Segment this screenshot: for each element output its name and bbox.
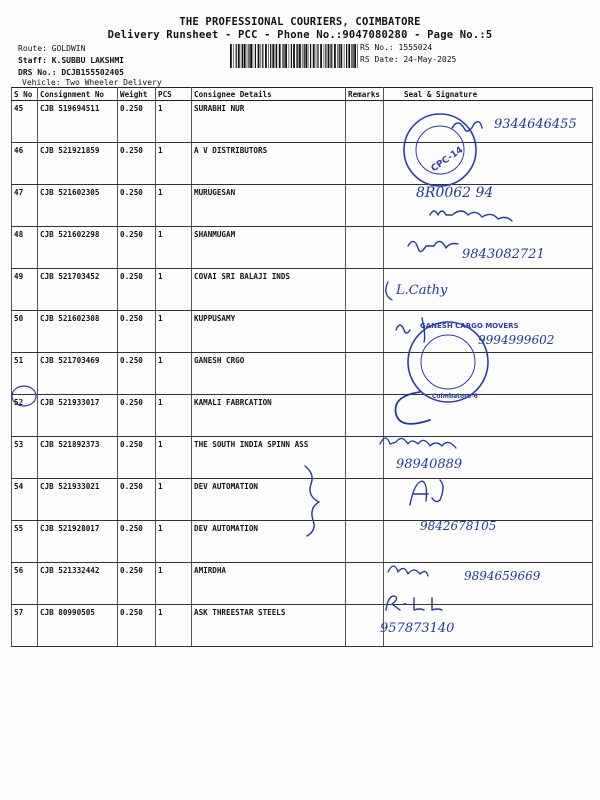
row-pcs: 1 [156,479,192,521]
table-row [12,311,593,353]
drs-number: DRS No.: DCJB155502405 [18,68,124,77]
row-consignment-no: CJB 521602308 [38,311,118,353]
phone-r55: 9842678105 [420,519,497,533]
row-consignment-no: CJB 521703452 [38,269,118,311]
row-consignment-no: CJB 519694511 [38,101,118,143]
row-consignee: MURUGESAN [192,185,346,227]
row-seal-signature [384,311,593,353]
row-consignee: DEV AUTOMATION [192,479,346,521]
row-consignment-no: CJB 521933021 [38,479,118,521]
col-header-remarks: Remarks [346,88,384,101]
row-weight: 0.250 [118,437,156,479]
row-consignment-no: CJB 521703469 [38,353,118,395]
row-pcs: 1 [156,395,192,437]
row-remarks [346,311,384,353]
row-consignee: SURABHI NUR [192,101,346,143]
row-consignment-no: CJB 80990505 [38,605,118,647]
table-row [12,605,593,647]
row-seal-signature [384,437,593,479]
row-sno: 54 [12,479,38,521]
document-title: THE PROFESSIONAL COURIERS, COIMBATORE [179,16,421,28]
table-header-row [12,88,593,101]
row-pcs: 1 [156,185,192,227]
barcode [230,44,358,68]
row-seal-signature [384,605,593,647]
row-sno: 50 [12,311,38,353]
note-r47: 8R0062 94 [416,185,494,201]
row-seal-signature [384,185,593,227]
row-remarks [346,479,384,521]
row-consignment-no: CJB 521921859 [38,143,118,185]
col-header-pcs: PCS [156,88,192,101]
row-remarks [346,395,384,437]
rs-number: RS No.: 1555024 [360,43,433,52]
table-row [12,395,593,437]
cargo-stamp-text: GANESH CARGO MOVERS [420,322,519,330]
phone-r51: 9994999602 [478,333,555,347]
table-row [12,227,593,269]
row-consignee: ASK THREESTAR STEELS [192,605,346,647]
row-seal-signature [384,521,593,563]
row-consignment-no: CJB 521892373 [38,437,118,479]
runsheet-table [11,87,593,647]
row-pcs: 1 [156,563,192,605]
row-weight: 0.250 [118,185,156,227]
row-sno: 48 [12,227,38,269]
row-seal-signature [384,395,593,437]
row-consignee: DEV AUTOMATION [192,521,346,563]
table-row [12,563,593,605]
row-weight: 0.250 [118,521,156,563]
document-subtitle: Delivery Runsheet - PCC - Phone No.:9047080280 - Page No.:5 [107,29,493,41]
col-header-sno: S No [12,88,38,101]
table-row [12,353,593,395]
row-pcs: 1 [156,437,192,479]
row-consignment-no: CJB 521602305 [38,185,118,227]
row-remarks [346,437,384,479]
row-remarks [346,101,384,143]
row-consignment-no: CJB 521332442 [38,563,118,605]
row-remarks [346,605,384,647]
row-seal-signature [384,479,593,521]
row-remarks [346,353,384,395]
table-row [12,521,593,563]
table-row [12,269,593,311]
phone-r45: 9344646455 [494,117,577,132]
row-pcs: 1 [156,353,192,395]
row-weight: 0.250 [118,563,156,605]
row-consignment-no: CJB 521933017 [38,395,118,437]
row-seal-signature [384,563,593,605]
row-consignment-no: CJB 521602298 [38,227,118,269]
phone-r57: 957873140 [380,621,455,636]
row-weight: 0.250 [118,353,156,395]
col-header-consignee: Consignee Details [192,88,346,101]
row-sno: 51 [12,353,38,395]
phone-r53: 98940889 [396,457,463,472]
row-pcs: 1 [156,227,192,269]
row-sno: 47 [12,185,38,227]
row-seal-signature [384,101,593,143]
staff-label: Staff: K.SUBBU LAKSHMI [18,56,124,65]
rs-date: RS Date: 24-May-2025 [360,55,457,64]
row-sno: 53 [12,437,38,479]
row-seal-signature [384,269,593,311]
row-pcs: 1 [156,605,192,647]
col-header-seal: Seal & Signature [384,88,593,101]
row-sno: 49 [12,269,38,311]
row-consignee: COVAI SRI BALAJI INDS [192,269,346,311]
cargo-stamp-city: Coimbatore-6 [432,393,478,400]
table-row [12,479,593,521]
row-seal-signature [384,353,593,395]
row-pcs: 1 [156,311,192,353]
row-weight: 0.250 [118,227,156,269]
row-weight: 0.250 [118,269,156,311]
row-consignee: SHANMUGAM [192,227,346,269]
row-sno: 57 [12,605,38,647]
table-row [12,185,593,227]
row-consignee: A V DISTRIBUTORS [192,143,346,185]
row-consignment-no: CJB 521928017 [38,521,118,563]
row-sno: 52 [12,395,38,437]
row-sno: 46 [12,143,38,185]
signature-r49: L.Cathy [396,283,448,298]
row-pcs: 1 [156,101,192,143]
row-remarks [346,563,384,605]
row-seal-signature [384,227,593,269]
row-remarks [346,143,384,185]
phone-r48: 9843082721 [462,247,545,262]
table-row [12,437,593,479]
row-weight: 0.250 [118,311,156,353]
row-remarks [346,227,384,269]
row-sno: 56 [12,563,38,605]
row-weight: 0.250 [118,479,156,521]
col-header-consignment: Consignment No [38,88,118,101]
row-consignee: KUPPUSAMY [192,311,346,353]
row-consignee: GANESH CRGO [192,353,346,395]
row-remarks [346,521,384,563]
row-pcs: 1 [156,269,192,311]
table-row [12,143,593,185]
row-consignee: KAMALI FABRCATION [192,395,346,437]
row-weight: 0.250 [118,101,156,143]
table-row [12,101,593,143]
cpc-stamp-text: CPC-14 [429,145,466,175]
row-consignee: THE SOUTH INDIA SPINN ASS [192,437,346,479]
row-weight: 0.250 [118,395,156,437]
row-sno: 45 [12,101,38,143]
phone-r56: 9894659669 [464,569,541,583]
row-weight: 0.250 [118,143,156,185]
row-remarks [346,269,384,311]
row-pcs: 1 [156,143,192,185]
vehicle-label: Vehicle: Two Wheeler Delivery [22,78,162,87]
route-label: Route: GOLDWIN [18,44,86,53]
row-weight: 0.250 [118,605,156,647]
col-header-weight: Weight [118,88,156,101]
row-seal-signature [384,143,593,185]
row-remarks [346,185,384,227]
row-pcs: 1 [156,521,192,563]
row-sno: 55 [12,521,38,563]
row-consignee: AMIRDHA [192,563,346,605]
